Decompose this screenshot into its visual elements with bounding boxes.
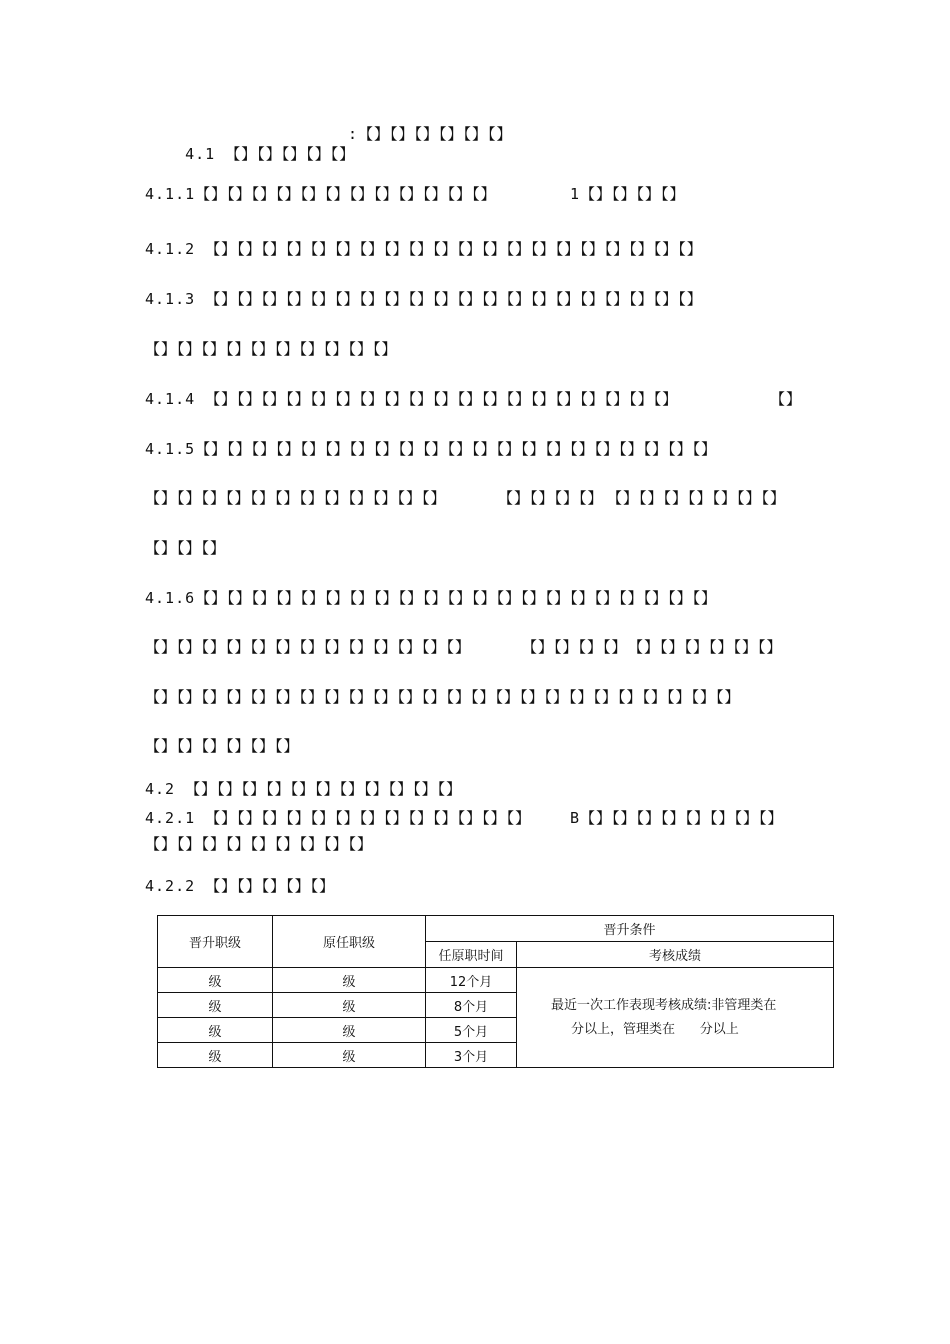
clause-4-1-3-cont: 【】【】【】【】【】【】【】【】【】【】 (145, 340, 398, 358)
cell-original: 级 (273, 968, 426, 993)
promotion-table (157, 915, 834, 1068)
cell-promote: 级 (158, 1043, 273, 1068)
clause-4-1-6-cont-c: 【】【】【】【】【】【】 (628, 638, 783, 656)
cell-promote: 级 (158, 968, 273, 993)
clause-4-2-2: 4.2.2 【】【】【】【】【】 (145, 877, 336, 895)
header-assessment: 考核成绩 (517, 942, 834, 968)
section-4-1-heading: 4.1 【】【】【】【】【】 (185, 145, 356, 163)
assessment-note-line-1: 最近一次工作表现考核成绩:非管理类在 (551, 997, 777, 1013)
cell-promote: 级 (158, 993, 273, 1018)
assessment-note (517, 968, 834, 1068)
clause-4-1-6-cont-2: 【】【】【】【】【】【】【】【】【】【】【】【】【】【】【】【】【】【】【】【】【】【】【】【】 (145, 688, 741, 706)
header-tenure: 任原职时间 (426, 942, 517, 968)
clause-4-1-5-end: 【】【】【】 (145, 539, 227, 557)
cell-tenure: 12个月 (426, 968, 517, 993)
cell-promote: 级 (158, 1018, 273, 1043)
clause-4-1-5-cont: 【】【】【】【】【】【】【】【】【】【】【】【】 (145, 489, 447, 507)
clause-4-1-5: 4.1.5【】【】【】【】【】【】【】【】【】【】【】【】【】【】【】【】【】【】【】【】【】 (145, 440, 718, 458)
clause-4-1-6-cont: 【】【】【】【】【】【】【】【】【】【】【】【】【】 (145, 638, 472, 656)
header-conditions: 晋升条件 (426, 916, 834, 942)
clause-4-2-1: 4.2.1 【】【】【】【】【】【】【】【】【】【】【】【】【】 (145, 809, 532, 827)
assessment-note-line-2: 分以上，管理类在 分以上 (571, 1021, 739, 1037)
header-promote-level: 晋升职级 (158, 916, 273, 968)
cell-original: 级 (273, 1043, 426, 1068)
section-4-2-heading: 4.2 【】【】【】【】【】【】【】【】【】【】【】 (145, 780, 463, 798)
cell-tenure: 3个月 (426, 1043, 517, 1068)
clause-4-1-6-end: 【】【】【】【】【】【】 (145, 737, 300, 755)
section-4-1-heading-tail: :【】【】【】【】【】【】 (348, 125, 513, 143)
clause-4-1-6: 4.1.6【】【】【】【】【】【】【】【】【】【】【】【】【】【】【】【】【】【】【】【】【】 (145, 589, 718, 607)
cell-tenure: 5个月 (426, 1018, 517, 1043)
clause-4-1-2: 4.1.2 【】【】【】【】【】【】【】【】【】【】【】【】【】【】【】【】【】【】【】【】 (145, 240, 703, 258)
clause-4-1-5-cont-b: 【】【】【】【】 (498, 489, 604, 507)
cell-original: 级 (273, 1018, 426, 1043)
clause-4-1-4: 4.1.4 【】【】【】【】【】【】【】【】【】【】【】【】【】【】【】【】【】【】【】 (145, 390, 679, 408)
clause-4-2-1-tail: B【】【】【】【】【】【】【】【】 (570, 809, 784, 827)
clause-4-1-3: 4.1.3 【】【】【】【】【】【】【】【】【】【】【】【】【】【】【】【】【】【】【】【】 (145, 290, 703, 308)
clause-4-1-4-tail: 【】 (770, 390, 803, 408)
clause-4-1-1: 4.1.1【】【】【】【】【】【】【】【】【】【】【】【】 (145, 185, 497, 203)
header-original-level: 原任职级 (273, 916, 426, 968)
clause-4-2-1-cont: 【】【】【】【】【】【】【】【】【】 (145, 835, 374, 853)
cell-original: 级 (273, 993, 426, 1018)
cell-tenure: 8个月 (426, 993, 517, 1018)
clause-4-1-5-cont-c: 【】【】【】【】【】【】【】 (607, 489, 787, 507)
clause-4-1-6-cont-b: 【】【】【】【】 (522, 638, 628, 656)
table-row (158, 968, 834, 993)
clause-4-1-1-tail: 1【】【】【】【】 (570, 185, 686, 203)
